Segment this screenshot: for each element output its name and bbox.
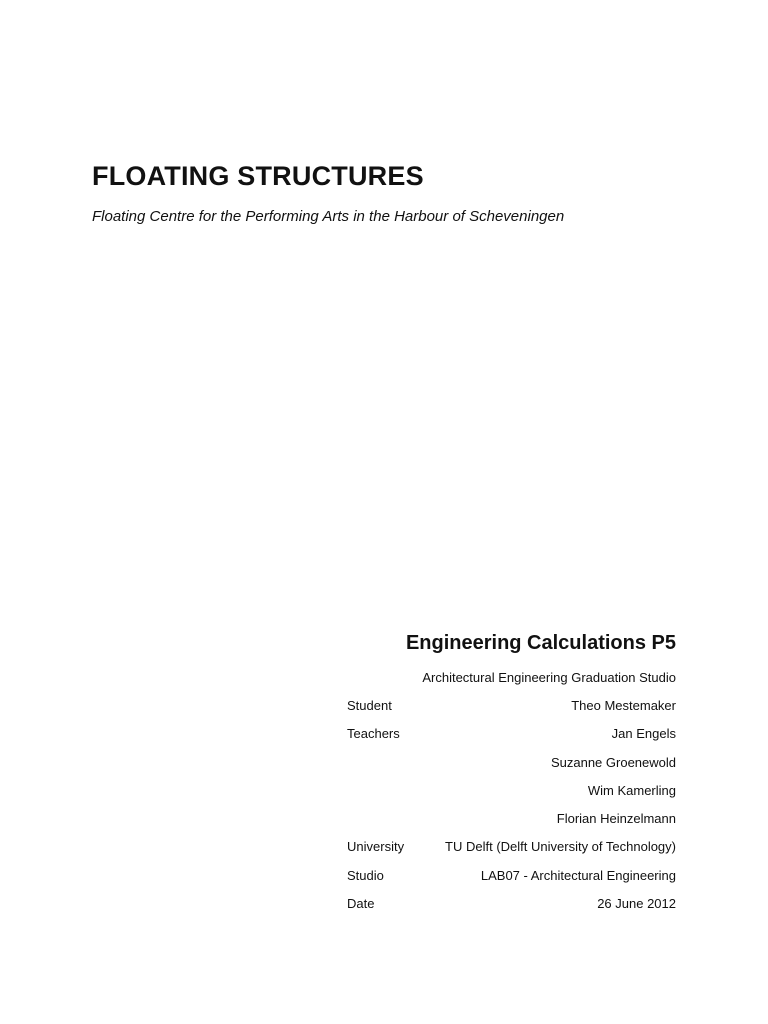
details-value: LAB07 - Architectural Engineering [480,867,676,883]
details-row-teachers [347,724,676,752]
details-value: 26 June 2012 [597,896,676,912]
details-value: Jan Engels [611,726,676,742]
details-value: TU Delft (Delft University of Technology) [445,839,676,855]
details-row-student [347,696,676,724]
report-heading: Engineering Calculations P5 [405,632,676,654]
document-subtitle: Floating Centre for the Performing Arts in the Harbour of Scheveningen [92,208,565,225]
details-label: Studio [347,867,384,883]
details-row-date [347,894,676,922]
details-list [347,696,676,922]
details-value: Wim Kamerling [587,782,676,798]
details-row-studio [347,866,676,894]
details-label: Student [347,698,392,713]
details-label: University [347,839,405,855]
details-value: Theo Mestemaker [571,698,676,713]
details-value: Florian Heinzelmann [556,811,676,827]
details-label: Teachers [347,726,400,742]
details-value: Suzanne Groenewold [550,754,676,770]
details-row-university [347,837,676,865]
document-title: FLOATING STRUCTURES [92,161,424,191]
details-row-teacher-4 [347,809,676,837]
studio-name: Architectural Engineering Graduation Studio [422,670,676,685]
details-row-teacher-2 [347,753,676,781]
details-row-teacher-3 [347,781,676,809]
details-label: Date [347,896,375,912]
